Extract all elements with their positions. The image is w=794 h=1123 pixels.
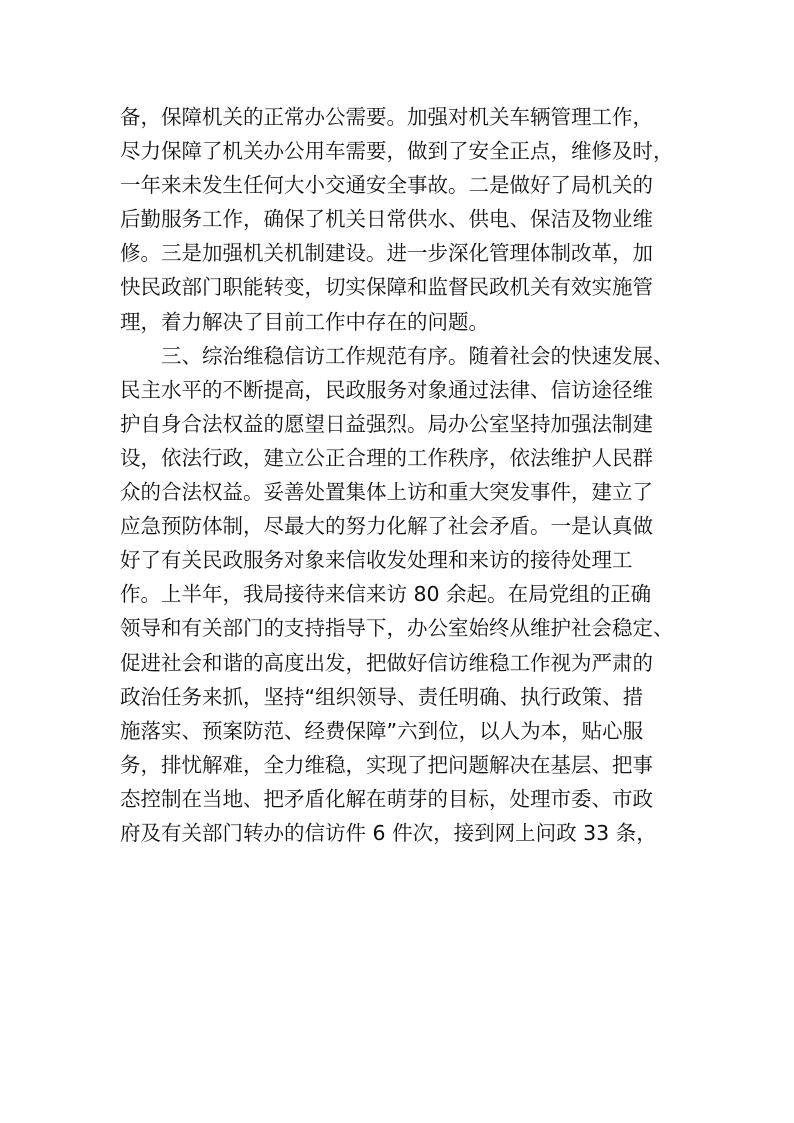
text-line: 民主水平的不断提高，民政服务对象通过法律、信访途径维 [120, 377, 653, 402]
text-line: 尽力保障了机关办公用车需要，做到了安全正点，维修及时， [120, 139, 674, 164]
text-line: 护自身合法权益的愿望日益强烈。局办公室坚持加强法制建 [120, 411, 653, 436]
text-line: 一年来未发生任何大小交通安全事故。二是做好了局机关的 [120, 173, 653, 198]
section-heading-line: 三、综治维稳信访工作规范有序。随着社会的快速发展、 [120, 343, 674, 368]
text-line: 政治任务来抓，坚持“组织领导、责任明确、执行政策、措 [120, 684, 644, 709]
text-line: 快民政部门职能转变，切实保障和监督民政机关有效实施管 [120, 275, 653, 300]
text-line: 府及有关部门转办的信访件 6 件次，接到网上问政 33 条， [120, 820, 657, 845]
text-line: 修。三是加强机关机制建设。进一步深化管理体制改革，加 [120, 241, 653, 266]
text-line: 后勤服务工作，确保了机关日常供水、供电、保洁及物业维 [120, 207, 653, 232]
text-line: 众的合法权益。妥善处置集体上访和重大突发事件，建立了 [120, 480, 653, 505]
body-text [120, 100, 680, 850]
text-line: 应急预防体制，尽最大的努力化解了社会矛盾。一是认真做 [120, 514, 653, 539]
text-line: 设，依法行政，建立公正合理的工作秩序，依法维护人民群 [120, 445, 653, 470]
text-line: 好了有关民政服务对象来信收发处理和来访的接待处理工 [120, 548, 633, 573]
text-line: 领导和有关部门的支持指导下，办公室始终从维护社会稳定、 [120, 616, 674, 641]
text-line: 务，排忧解难，全力维稳，实现了把问题解决在基层、把事 [120, 752, 653, 777]
text-line: 施落实、预案防范、经费保障”六到位，以人为本，贴心服 [120, 718, 644, 743]
text-line: 作。上半年，我局接待来信来访 80 余起。在局党组的正确 [120, 582, 652, 607]
text-line: 理，着力解决了目前工作中存在的问题。 [120, 309, 489, 334]
text-line: 态控制在当地、把矛盾化解在萌芽的目标，处理市委、市政 [120, 786, 653, 811]
text-line: 备，保障机关的正常办公需要。加强对机关车辆管理工作， [120, 105, 653, 129]
text-line: 促进社会和谐的高度出发，把做好信访维稳工作视为严肃的 [120, 650, 653, 675]
